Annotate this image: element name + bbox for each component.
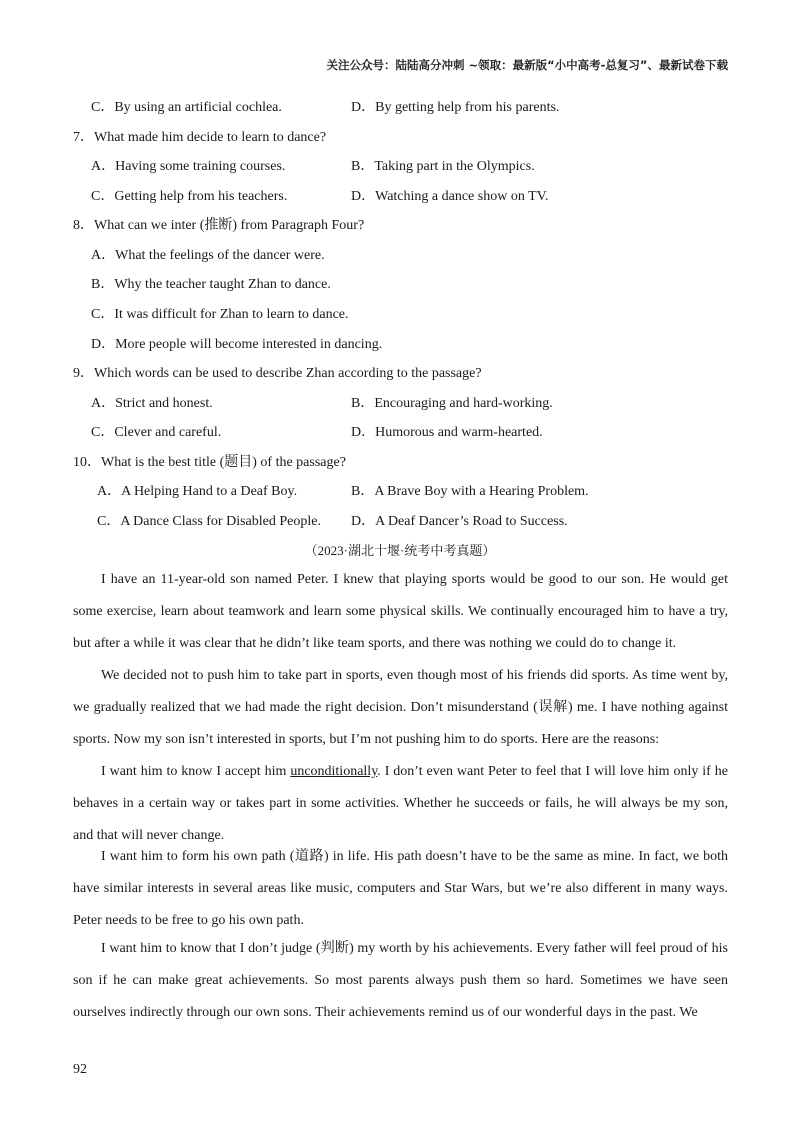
q10-option-c: C．A Dance Class for Disabled People. <box>97 514 321 529</box>
page-header: 关注公众号：陆陆高分冲刺 ~领取：最新版“小中高考-总复习”、最新试卷下载 <box>326 58 728 72</box>
q8-option-a: A．What the feelings of the dancer were. <box>91 248 325 263</box>
q7-option-c: C．Getting help from his teachers. <box>91 189 288 204</box>
q8-option-c: C．It was difficult for Zhan to learn to dance. <box>91 307 349 322</box>
q10-option-d: D．A Deaf Dancer’s Road to Success. <box>351 514 568 529</box>
q10-option-b: B．A Brave Boy with a Hearing Problem. <box>351 484 589 499</box>
q9-option-c: C．Clever and careful. <box>91 425 222 440</box>
q9-option-b: B．Encouraging and hard-working. <box>351 396 553 411</box>
q7-option-a: A．Having some training courses. <box>91 159 286 174</box>
p3-text-start: I want him to know I accept him <box>101 764 291 779</box>
passage-paragraph-4: I want him to form his own path (道路) in life. His path doesn’t have to be the same as mine. In fact, we both have similar interests in several areas like music, computers and Star Wars, but we’re also different in many ways. Peter needs to be free to go his own path. <box>73 849 728 928</box>
q8-option-b: B．Why the teacher taught Zhan to dance. <box>91 277 331 292</box>
passage-paragraph-2: We decided not to push him to take part in sports, even though most of his friends did sports. As time went by, we gradually realized that we had made the right decision. Don’t misunderstand (误解) me. I have nothing against sports. Now my son isn’t interested in sports, but I’m not pushing him to do sports. Here are the reasons: <box>73 668 728 747</box>
q8-stem: 8．What can we inter (推断) from Paragraph Four? <box>73 218 365 233</box>
passage-paragraph-5: I want him to know that I don’t judge (判断) my worth by his achievements. Every father will feel proud of his son if he can make great achievements. So most parents always push them so hard. Sometimes we have seen ourselves indirectly through our own sons. Their achievements remind us of our wonderful days in the past. We <box>73 941 728 1020</box>
q7-stem: 7．What made him decide to learn to dance? <box>73 130 327 145</box>
q7-option-d: D．Watching a dance show on TV. <box>351 189 549 204</box>
q9-option-a: A．Strict and honest. <box>91 396 213 411</box>
q10-option-a: A．A Helping Hand to a Deaf Boy. <box>97 484 298 499</box>
passage-paragraph-3 <box>73 756 728 852</box>
passage-paragraph-1: I have an 11-year-old son named Peter. I knew that playing sports would be good to our son. He would get some exercise, learn about teamwork and learn some physical skills. We continually encouraged him to have a try, but after a while it was clear that he didn’t like team sports, and there was nothing we could do to change it. <box>73 572 728 651</box>
underlined-word: unconditionally <box>290 764 378 779</box>
page-number: 92 <box>73 1062 87 1077</box>
q8-option-d: D．More people will become interested in dancing. <box>91 337 383 352</box>
q10-stem: 10．What is the best title (题目) of the passage? <box>73 455 346 470</box>
q9-stem: 9．Which words can be used to describe Zhan according to the passage? <box>73 366 482 381</box>
passage-source: （2023·湖北十堰·统考中考真题） <box>304 543 496 558</box>
q6-option-c: C．By using an artificial cochlea. <box>91 100 282 115</box>
p3-text-end: . I don’t even want Peter to feel that I will love him only if he behaves in a certain way or takes part in some activities. Whether he succeeds or fails, he will always be my son, and that will never change. <box>73 764 728 843</box>
q9-option-d: D．Humorous and warm-hearted. <box>351 425 543 440</box>
q6-option-d: D．By getting help from his parents. <box>351 100 560 115</box>
q7-option-b: B．Taking part in the Olympics. <box>351 159 535 174</box>
